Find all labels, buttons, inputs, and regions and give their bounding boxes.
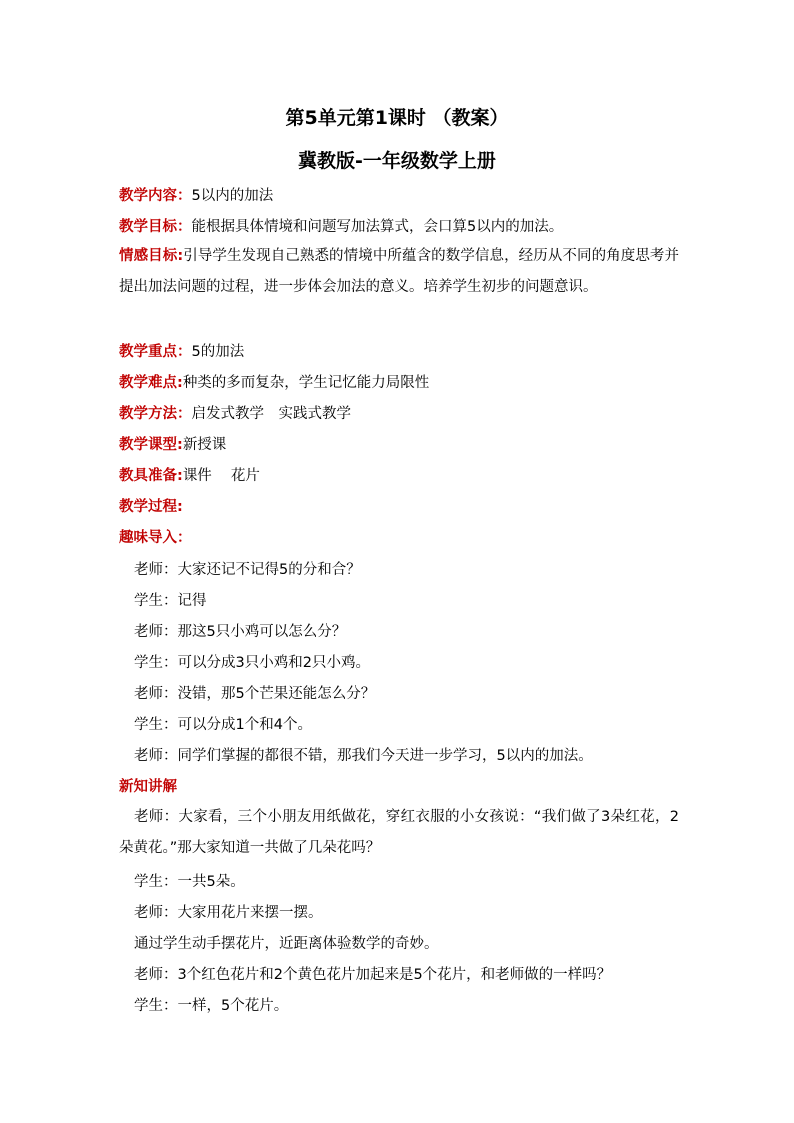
- dialogue-line: 学生：可以分成1个和4个。: [134, 717, 312, 733]
- dialogue-line: 老师：那这5只小鸡可以怎么分？: [134, 624, 347, 640]
- field-label: 教学难点:: [119, 375, 183, 391]
- field-value: 5以内的加法: [191, 188, 274, 204]
- dialogue-line: 老师：同学们掌握的都很不错，那我们今天进一步学习，5以内的加法。: [134, 748, 593, 764]
- dialogue-line: 老师：3个红色花片和2个黄色花片加起来是5个花片，和老师做的一样吗？: [134, 967, 612, 983]
- field-value: 课件 花片: [182, 468, 260, 484]
- field-value: 5的加法: [191, 344, 245, 360]
- dialogue-line: 老师：大家用花片来摆一摆。: [134, 905, 323, 921]
- document-title: 第5单元第1课时 （教案）: [285, 107, 509, 129]
- field-row-objective: [119, 217, 563, 237]
- field-row-emotional-goal: [119, 241, 679, 303]
- field-label: 教学过程:: [119, 499, 183, 515]
- dialogue-line: 通过学生动手摆花片，近距离体验数学的奇妙。: [134, 936, 439, 952]
- field-label: 情感目标:: [119, 248, 184, 264]
- field-row-method: [119, 404, 351, 424]
- field-value: 引导学生发现自己熟悉的情境中所蕴含的数学信息，经历从不同的角度思考并提出加法问题的过程，进一步体会加法的意义。培养学生初步的问题意识。: [119, 248, 679, 295]
- field-row-content: [119, 186, 273, 206]
- dialogue-line: 学生：一共5朵。: [134, 874, 245, 890]
- field-label: 教学内容：: [119, 188, 192, 204]
- field-value: 种类的多而复杂，学生记忆能力局限性: [182, 375, 430, 391]
- field-label: 教具准备:: [119, 468, 183, 484]
- field-row-materials: [119, 466, 260, 486]
- section-heading-intro: 趣味导入：: [119, 530, 192, 546]
- field-value: 新授课: [182, 437, 227, 453]
- field-label: 教学方法：: [119, 406, 192, 422]
- field-label: 教学目标：: [119, 219, 192, 235]
- dialogue-line: 学生：一样，5个花片。: [134, 998, 289, 1014]
- dialogue-line: 学生：记得: [134, 593, 207, 609]
- dialogue-line: 老师：没错，那5个芒果还能怎么分？: [134, 686, 376, 702]
- field-row-difficulty: [119, 373, 429, 393]
- field-row-process: [119, 497, 183, 517]
- field-value: 能根据具体情境和问题写加法算式，会口算5以内的加法。: [191, 219, 564, 235]
- dialogue-paragraph: 老师：大家看，三个小朋友用纸做花，穿红衣服的小女孩说：“我们做了3朵红花，2朵黄花。”那大家知道一共做了几朵花吗？: [119, 809, 679, 856]
- document-subtitle: 冀教版-一年级数学上册: [298, 150, 496, 172]
- field-label: 教学重点：: [119, 344, 192, 360]
- field-label: 教学课型:: [119, 437, 183, 453]
- field-row-lesson-type: [119, 435, 226, 455]
- section-heading-new-knowledge: 新知讲解: [119, 779, 177, 795]
- dialogue-line: 学生：可以分成3只小鸡和2只小鸡。: [134, 655, 370, 671]
- field-row-key-point: [119, 342, 244, 362]
- dialogue-line: 老师：大家还记不记得5的分和合？: [134, 562, 361, 578]
- field-value: 启发式教学 实践式教学: [191, 406, 351, 422]
